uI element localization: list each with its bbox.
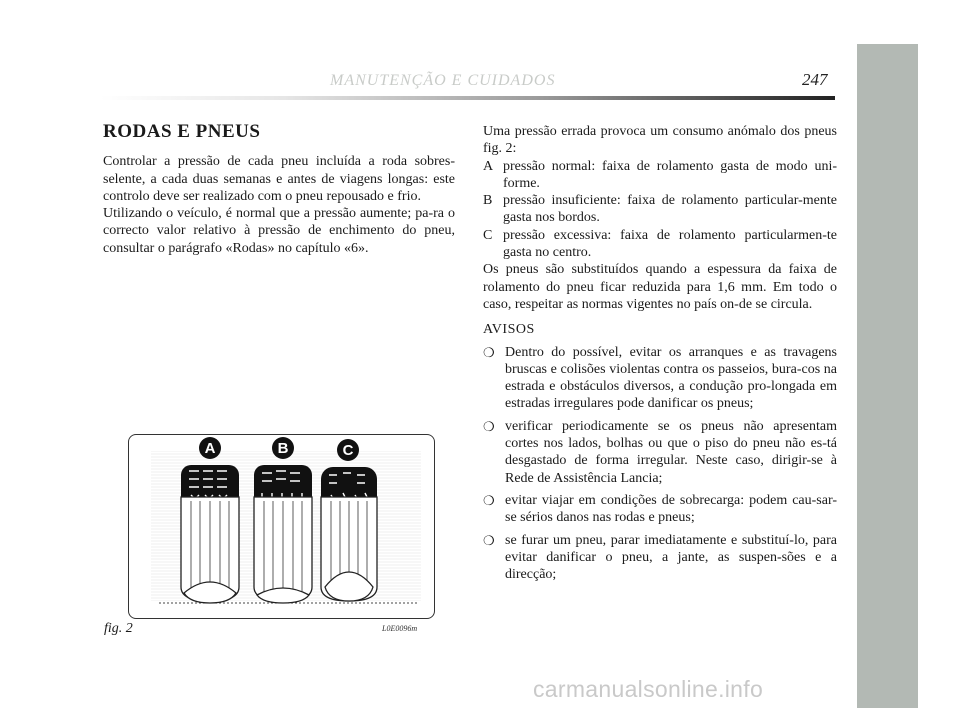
list-letter: B <box>483 193 493 209</box>
warning-item <box>483 532 837 584</box>
tire-wear-figure <box>128 434 435 619</box>
list-text: pressão insuficiente: faixa de rolamento particular-mente gasta nos bordos. <box>503 193 837 226</box>
list-item <box>483 227 837 262</box>
header-rule <box>100 96 835 100</box>
label-b: B <box>277 440 289 457</box>
paragraph: Controlar a pressão de cada pneu incluída a roda sobres-selente, a cada duas semanas e antes de viagens longas: este controlo deve ser realizado com o pneu repousado e frio. <box>103 154 455 204</box>
label-c-badge <box>337 439 359 461</box>
label-a-badge <box>199 437 221 459</box>
tire-a-icon <box>181 465 239 603</box>
warning-item <box>483 492 837 527</box>
side-tab-bar <box>857 44 918 708</box>
list-letter: A <box>483 158 494 174</box>
warnings-label: AVISOS <box>483 322 535 338</box>
header-title: MANUTENÇÃO E CUIDADOS <box>330 72 556 89</box>
section-title: RODAS E PNEUS <box>103 121 261 142</box>
left-column <box>103 123 455 257</box>
warning-item <box>483 344 837 413</box>
replacement-paragraph: Os pneus são substituídos quando a espessura da faixa de rolamento do pneu ficar reduzida para 1,6 mm. Em todo o caso, respeitar as normas vigentes no país on-de se circula. <box>483 262 837 312</box>
figure-caption: fig. 2 <box>104 621 133 636</box>
label-a: A <box>204 440 216 457</box>
tire-b-icon <box>254 465 312 603</box>
label-c: C <box>342 442 354 459</box>
warning-text: verificar periodicamente se os pneus não apresentam cortes nos lados, bolhas ou que o piso do pneu não es-tá desgastado de forma irregular. Neste caso, dirigir-se à Rede de Assistência Lancia; <box>505 418 837 486</box>
warning-text: evitar viajar em condições de sobrecarga: podem cau-sar-se sérios danos nas rodas e pneus; <box>505 492 837 526</box>
right-column <box>483 123 837 583</box>
list-item <box>483 192 837 227</box>
figure-code: L0E0096m <box>382 624 418 633</box>
bullet-icon: ❍ <box>483 418 495 434</box>
tire-wear-illustration <box>129 435 434 618</box>
warning-text: Dentro do possível, evitar os arranques e as travagens bruscas e colisões violentas contra os passeios, bura-cos na estrada e obstáculos diversos, a condução pro-longada em estradas irregulares pode danificar os pneus; <box>505 344 837 412</box>
watermark: carmanualsonline.info <box>533 676 764 702</box>
warning-item <box>483 418 837 487</box>
bullet-icon: ❍ <box>483 344 495 360</box>
bullet-icon: ❍ <box>483 532 495 548</box>
page-number: 247 <box>802 70 828 89</box>
paragraph: Utilizando o veículo, é normal que a pressão aumente; pa-ra o correcto valor relativo à pressão de enchimento do pneu, consultar o parágrafo «Rodas» no capítulo «6». <box>103 206 455 256</box>
bullet-icon: ❍ <box>483 492 495 508</box>
list-item <box>483 158 837 193</box>
list-text: pressão excessiva: faixa de rolamento particularmen-te gasta no centro. <box>503 227 837 261</box>
label-b-badge <box>272 437 294 459</box>
intro-paragraph: Uma pressão errada provoca um consumo anómalo dos pneus fig. 2: <box>483 124 837 157</box>
list-text: pressão normal: faixa de rolamento gasta de modo uni-forme. <box>503 158 837 191</box>
tire-c-icon <box>321 467 377 601</box>
warning-text: se furar um pneu, parar imediatamente e substituí-lo, para evitar danificar o pneu, a jante, as suspen-sões e a direcção; <box>505 532 837 583</box>
list-letter: C <box>483 227 493 243</box>
